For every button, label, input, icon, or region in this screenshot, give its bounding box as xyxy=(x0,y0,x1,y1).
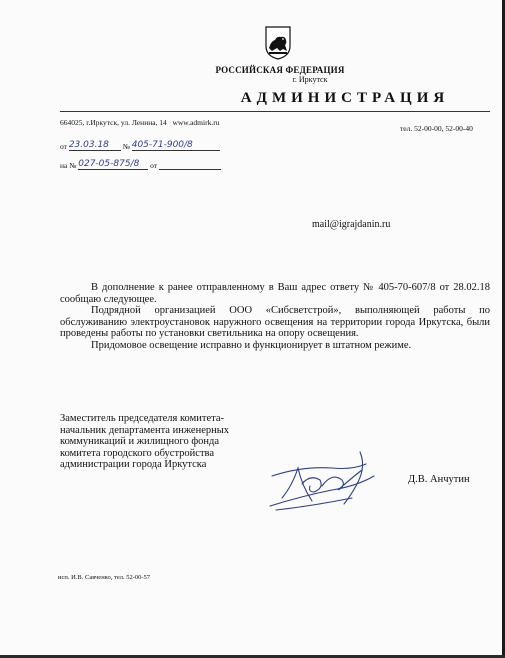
body-paragraph: В дополнение к ранее отправленному в Ваш адрес ответу № 405-70-607/8 от 28.02.18 сообщаю следующее. xyxy=(60,282,490,305)
incoming-reference xyxy=(60,159,221,170)
federation-title: РОССИЙСКАЯ ФЕДЕРАЦИЯ xyxy=(215,65,345,75)
irkutsk-coat-of-arms-icon xyxy=(265,26,291,60)
address: 664025, г.Иркутск, ул. Ленина, 14 xyxy=(60,118,167,127)
signatory-position xyxy=(60,413,270,471)
number-label: № xyxy=(122,142,130,151)
in-reply-from-label: от xyxy=(150,161,158,170)
organization-title: АДМИНИСТРАЦИЯ xyxy=(240,90,450,106)
body-paragraph: Подрядной организацией ООО «Сибсветстрой», выполняющей работы по обслуживанию электроустановок наружного освещения на территории города Иркутска, были проведены работы по установки светильника на опору освещения. xyxy=(60,305,490,340)
letter-body xyxy=(60,282,490,352)
in-reply-label: на № xyxy=(60,161,77,170)
address-line xyxy=(60,118,219,127)
executor-info: исп. И.В. Савченко, тел. 52-00-57 xyxy=(58,574,151,581)
position-line: начальник департамента инженерных xyxy=(60,424,230,436)
signatory-name: Д.В. Анчутин xyxy=(408,474,470,485)
incoming-number: 027-05-875/8 xyxy=(78,159,148,170)
from-label: от xyxy=(60,142,67,151)
incoming-date-blank xyxy=(159,159,221,170)
recipient-email: mail@igrajdanin.ru xyxy=(312,219,391,230)
outgoing-number: 405-71-900/8 xyxy=(132,140,220,151)
outgoing-date: 23.03.18 xyxy=(69,140,121,151)
position-line: коммуникаций и жилищного фонда xyxy=(60,436,220,448)
position-line: Заместитель председателя комитета- xyxy=(60,413,224,424)
handwritten-signature xyxy=(262,446,392,516)
phone-numbers: тел. 52-00-00, 52-00-40 xyxy=(400,124,473,133)
body-paragraph: Придомовое освещение исправно и функционирует в штатном режиме. xyxy=(91,339,412,351)
header-divider xyxy=(60,111,490,112)
outgoing-reference xyxy=(60,140,220,151)
city-name: г. Иркутск xyxy=(292,75,328,84)
position-line: администрации города Иркутска xyxy=(60,459,207,471)
position-line: комитета городского обустройства xyxy=(60,447,215,459)
website-link[interactable]: www.admirk.ru xyxy=(172,118,220,127)
